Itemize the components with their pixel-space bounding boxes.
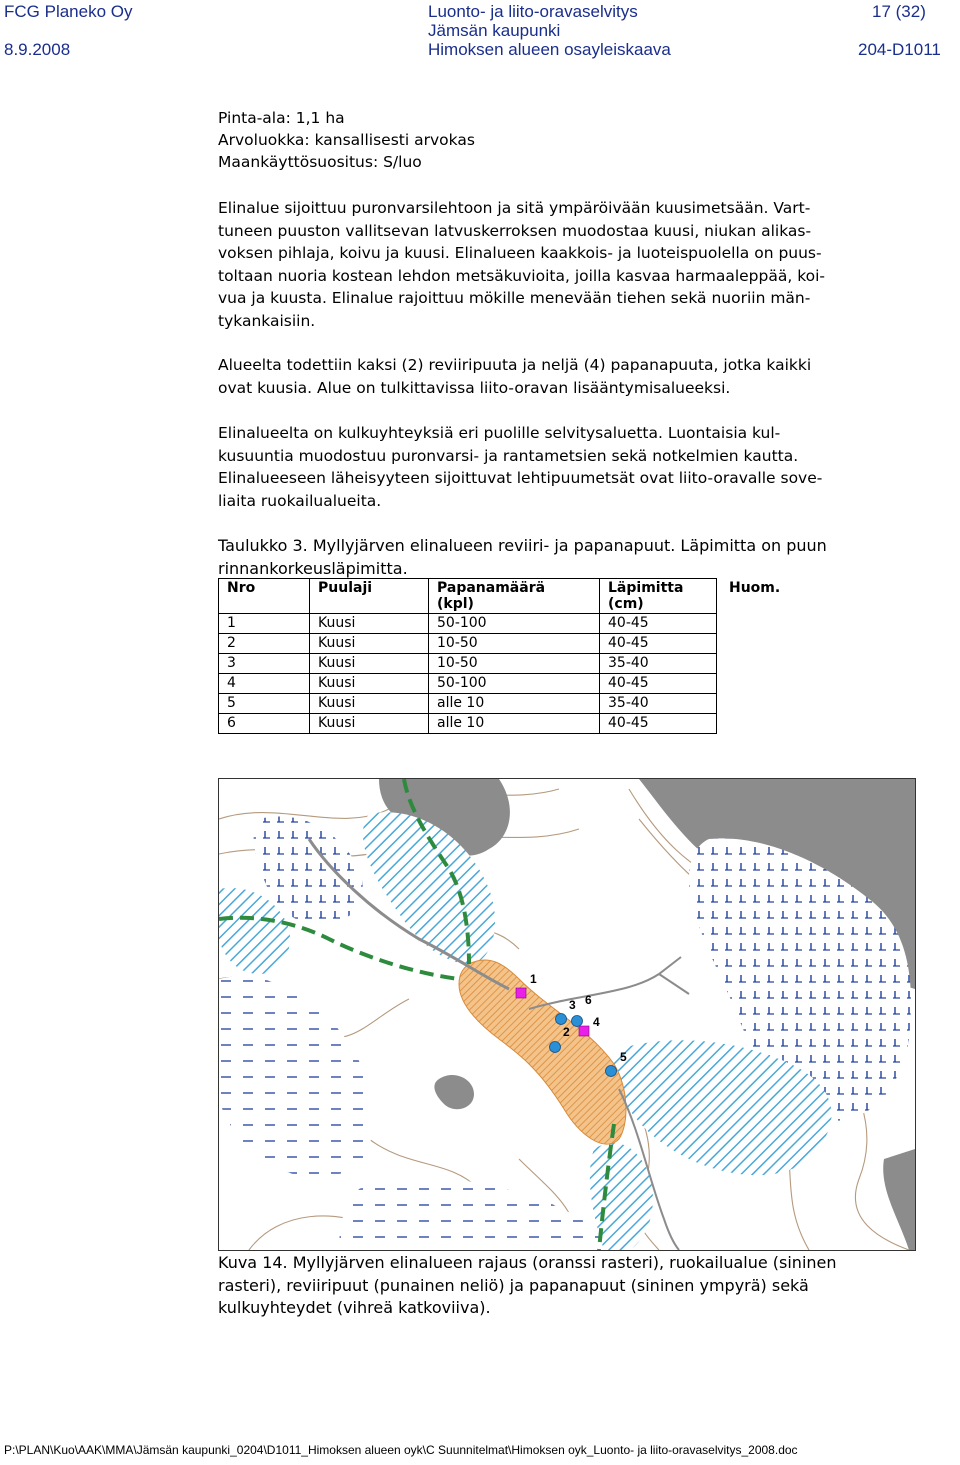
cell-species: Kuusi: [310, 694, 429, 714]
document-date: 8.9.2008: [4, 40, 71, 59]
dropping-tree-marker: [572, 1016, 583, 1027]
dropping-tree-marker: [550, 1042, 561, 1053]
header-diameter-l1: Läpimitta: [608, 580, 684, 596]
table-row: [219, 634, 828, 654]
text-line: rinnankorkeusläpimitta.: [218, 558, 408, 578]
header-diameter: [600, 579, 717, 614]
tree-label-5: 5: [620, 1050, 627, 1064]
report-title: Luonto- ja liito-oravaselvitys: [428, 2, 638, 21]
municipality: Jämsän kaupunki: [428, 21, 561, 40]
text-line: kulkuyhteydet (vihreä katkoviiva).: [218, 1298, 491, 1317]
text-line: tykankaisiin.: [218, 311, 316, 330]
land-use-info: Maankäyttösuositus: S/luo: [218, 153, 422, 171]
tree-label-2: 2: [563, 1025, 570, 1039]
cell-nro: 2: [219, 634, 310, 654]
text-line: rasteri), reviiripuut (punainen neliö) ja papanapuut (sininen ympyrä) sekä: [218, 1275, 809, 1295]
text-line: ovat kuusia. Alue on tulkittavissa liito-oravan lisääntymisalueeksi.: [218, 378, 731, 397]
cell-droppings: 10-50: [429, 654, 600, 674]
cell-species: Kuusi: [310, 614, 429, 634]
text-line: voksen pihlaja, koivu ja kuusi. Elinalueen kaakkois- ja luoteispuolella on puus-: [218, 244, 822, 262]
cell-note: [717, 654, 828, 674]
header-droppings-l2: (kpl): [437, 596, 474, 612]
tree-label-1: 1: [530, 972, 537, 986]
table-row: [219, 654, 828, 674]
territory-tree-marker: [516, 988, 526, 998]
file-path-footer: P:\PLAN\Kuo\AAK\MMA\Jämsän kaupunki_0204\D1011_Himoksen alueen oyk\C Suunnitelmat\Himoksen oyk_Luonto- ja liito-oravaselvitys_2008.doc: [4, 1443, 798, 1457]
cell-species: Kuusi: [310, 654, 429, 674]
cell-diameter: 35-40: [600, 694, 717, 714]
figure-caption: [218, 1252, 958, 1320]
area-info: Pinta-ala: 1,1 ha: [218, 109, 345, 127]
table-row: [219, 714, 828, 734]
text-line: Elinalueelta on kulkuyhteyksiä eri puolille selvitysaluetta. Luontaisia kul-: [218, 424, 781, 442]
cell-note: [717, 634, 828, 654]
tree-label-6: 6: [585, 993, 592, 1007]
value-class-info: Arvoluokka: kansallisesti arvokas: [218, 131, 475, 149]
cell-species: Kuusi: [310, 634, 429, 654]
document-id: 204-D1011: [858, 40, 941, 59]
cell-note: [717, 694, 828, 714]
cell-nro: 3: [219, 654, 310, 674]
cell-droppings: alle 10: [429, 714, 600, 734]
cell-droppings: 10-50: [429, 634, 600, 654]
tree-label-4: 4: [593, 1015, 600, 1029]
cell-droppings: 50-100: [429, 614, 600, 634]
cell-diameter: 40-45: [600, 714, 717, 734]
paragraph-corridors: [218, 422, 958, 512]
table-row: [219, 614, 828, 634]
table-title: [218, 535, 958, 580]
habitat-map: [218, 778, 916, 1251]
plan-name: Himoksen alueen osayleiskaava: [428, 40, 671, 59]
marsh-area-west: [219, 976, 373, 1177]
cell-nro: 4: [219, 674, 310, 694]
company-name: FCG Planeko Oy: [4, 2, 133, 21]
cell-nro: 6: [219, 714, 310, 734]
cell-nro: 5: [219, 694, 310, 714]
table-row: [219, 694, 828, 714]
cell-species: Kuusi: [310, 714, 429, 734]
text-line: Elinalue sijoittuu puronvarsilehtoon ja sitä ympäröivään kuusimetsään. Vart-: [218, 199, 811, 217]
text-line: tuneen puuston vallitsevan latvuskerroksen muodostaa kuusi, niukan alikas-: [218, 221, 812, 240]
cell-note: [717, 674, 828, 694]
header-droppings: [429, 579, 600, 614]
header-droppings-l1: Papanamäärä: [437, 580, 546, 596]
text-line: liaita ruokailualueita.: [218, 491, 382, 510]
page-number: 17 (32): [872, 2, 926, 21]
text-line: kusuuntia muodostuu puronvarsi- ja rantametsien sekä notkelmien kautta.: [218, 446, 799, 465]
cell-diameter: 40-45: [600, 674, 717, 694]
header-note: Huom.: [729, 579, 781, 596]
text-line: toltaan nuoria kostean lehdon metsäkuvioita, joilla kasvaa harmaaleppää, koi-: [218, 266, 826, 285]
territory-area-orange: [459, 960, 626, 1144]
cell-note: [717, 614, 828, 634]
cell-diameter: 35-40: [600, 654, 717, 674]
text-line: Kuva 14. Myllyjärven elinalueen rajaus (oranssi rasteri), ruokailualue (sininen: [218, 1253, 837, 1272]
territory-tree-marker: [579, 1026, 589, 1036]
cell-droppings: alle 10: [429, 694, 600, 714]
text-line: Elinalueeseen läheisyyteen sijoittuvat lehtipuumetsät ovat liito-oravalle sove-: [218, 469, 823, 487]
header-species: Puulaji: [310, 579, 429, 614]
cell-nro: 1: [219, 614, 310, 634]
cell-species: Kuusi: [310, 674, 429, 694]
table-row: [219, 674, 828, 694]
paragraph-habitat: [218, 197, 958, 332]
dropping-tree-marker: [556, 1014, 567, 1025]
text-line: Taulukko 3. Myllyjärven elinalueen reviiri- ja papanapuut. Läpimitta on puun: [218, 536, 827, 555]
cell-note: [717, 714, 828, 734]
cell-droppings: 50-100: [429, 674, 600, 694]
tree-table: [218, 578, 828, 734]
table-header-row: [219, 579, 828, 614]
text-line: vua ja kuusta. Elinalue rajoittuu mökille menevään tiehen sekä nuoriin män-: [218, 289, 811, 307]
text-line: Alueelta todettiin kaksi (2) reviiripuuta ja neljä (4) papanapuuta, jotka kaikki: [218, 356, 812, 374]
dropping-tree-marker: [606, 1066, 617, 1077]
cell-diameter: 40-45: [600, 634, 717, 654]
cell-diameter: 40-45: [600, 614, 717, 634]
header-diameter-l2: (cm): [608, 596, 644, 612]
marsh-area-south: [339, 1178, 609, 1250]
tree-label-3: 3: [569, 998, 576, 1012]
map-svg: [219, 779, 915, 1250]
paragraph-trees: [218, 354, 958, 399]
header-nro: Nro: [219, 579, 310, 614]
